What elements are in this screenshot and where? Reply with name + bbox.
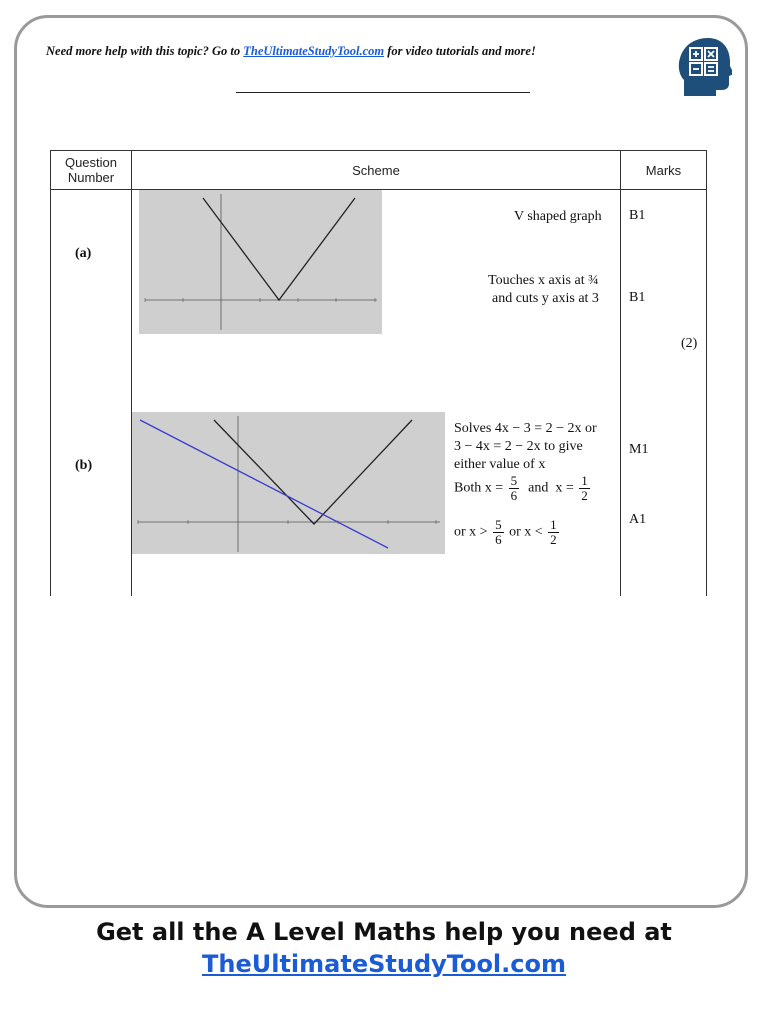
help-banner <box>46 44 676 59</box>
graph-b <box>132 412 445 554</box>
fraction-one-half <box>579 474 590 503</box>
frac2-den-2: 2 <box>550 532 557 547</box>
part-b-solves-1: Solves 4x − 3 = 2 − 2x or <box>454 421 597 436</box>
part-a-label: (a) <box>75 246 92 261</box>
marks-column <box>621 190 707 597</box>
graph-a <box>139 190 382 334</box>
frac2-num-2: 1 <box>550 517 557 532</box>
or-mid: or x < <box>509 524 543 540</box>
footer-link[interactable]: TheUltimateStudyTool.com <box>202 950 566 978</box>
header-marks: Marks <box>621 151 707 190</box>
header-question-number: Question Number <box>51 151 132 190</box>
footer-line1: Get all the A Level Maths help you need at <box>96 918 672 946</box>
footer-promo <box>0 916 768 980</box>
part-b-mark1: M1 <box>629 442 649 457</box>
study-head-icon <box>676 36 732 96</box>
part-b-both-line <box>454 474 592 503</box>
part-a-total: (2) <box>681 336 698 351</box>
part-b-label: (b) <box>75 458 93 473</box>
part-a-line2a: Touches x axis at ¾ <box>488 273 599 288</box>
banner-link[interactable]: TheUltimateStudyTool.com <box>243 44 385 58</box>
frac2-den: 2 <box>581 488 588 503</box>
and-word: and <box>528 480 549 496</box>
part-b-mark2: A1 <box>629 512 647 527</box>
part-b-or-line <box>454 518 561 547</box>
part-b-solves-3: either value of x <box>454 457 546 472</box>
header-scheme: Scheme <box>132 151 621 190</box>
part-b-solves-2: 3 − 4x = 2 − 2x to give <box>454 439 583 454</box>
title-rule <box>236 92 530 93</box>
question-column <box>51 190 132 597</box>
fraction-five-sixths-2 <box>493 518 504 547</box>
x-eq: x = <box>555 480 574 496</box>
banner-prefix: Need more help with this topic? Go to <box>46 44 244 58</box>
mark-scheme-table <box>50 150 707 596</box>
frac1-num: 5 <box>510 473 518 488</box>
scheme-column <box>132 190 621 597</box>
frac1-num-2: 5 <box>495 517 502 532</box>
part-a-mark2: B1 <box>629 290 646 305</box>
frac1-den: 6 <box>510 488 518 503</box>
part-a-line1: V shaped graph <box>514 209 602 224</box>
fraction-five-sixths <box>509 474 520 503</box>
or-prefix: or x > <box>454 524 488 540</box>
banner-suffix: for video tutorials and more! <box>384 44 536 58</box>
frac1-den-2: 6 <box>495 532 502 547</box>
fraction-one-half-2 <box>548 518 559 547</box>
both-prefix: Both x = <box>454 480 504 496</box>
frac2-num: 1 <box>581 473 588 488</box>
part-a-line2b: and cuts y axis at 3 <box>492 291 599 306</box>
part-a-mark1: B1 <box>629 208 646 223</box>
